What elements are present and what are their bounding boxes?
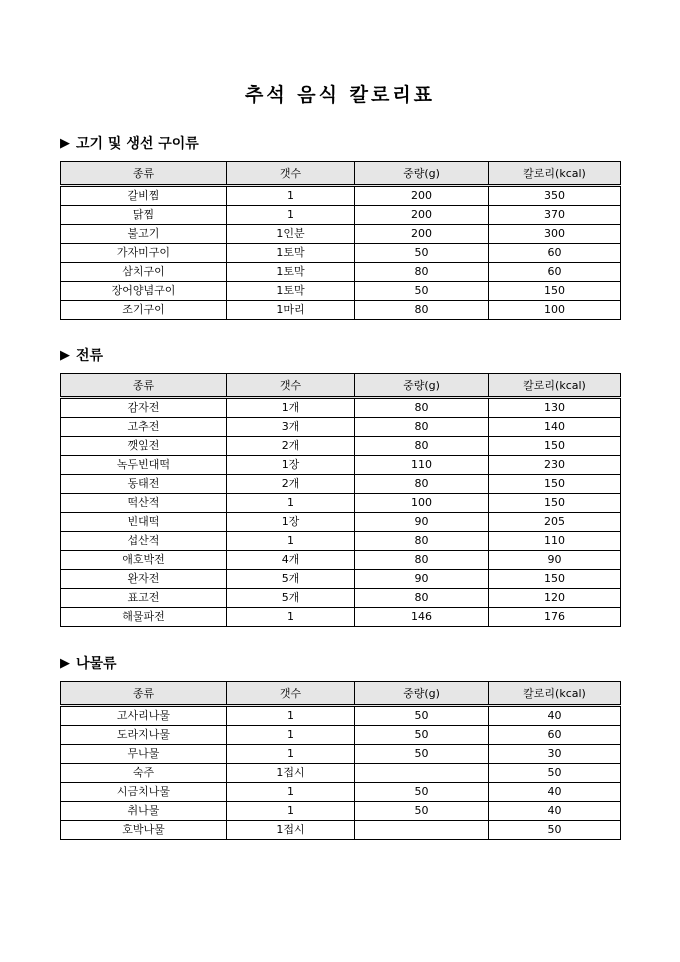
cell-calories: 370 [489, 206, 621, 225]
cell-calories: 150 [489, 570, 621, 589]
column-header-calories: 칼로리(kcal) [489, 374, 621, 398]
cell-calories: 176 [489, 608, 621, 627]
column-header-weight: 중량(g) [355, 682, 489, 706]
table-row [61, 282, 621, 301]
cell-count: 2개 [227, 475, 355, 494]
table-row [61, 418, 621, 437]
table-row [61, 263, 621, 282]
table-row [61, 589, 621, 608]
calorie-table [60, 373, 621, 627]
cell-food-type: 섭산적 [61, 532, 227, 551]
cell-food-type: 녹두빈대떡 [61, 456, 227, 475]
section-heading-label: 나물류 [76, 656, 117, 672]
cell-calories: 50 [489, 821, 621, 840]
table-row [61, 783, 621, 802]
cell-food-type: 빈대떡 [61, 513, 227, 532]
table-header-row [61, 374, 621, 398]
table-row [61, 513, 621, 532]
table-row [61, 570, 621, 589]
table-row [61, 437, 621, 456]
table-header-row [61, 162, 621, 186]
cell-count: 1 [227, 608, 355, 627]
cell-weight: 90 [355, 513, 489, 532]
table-row [61, 475, 621, 494]
cell-food-type: 삼치구이 [61, 263, 227, 282]
section-namul [60, 654, 620, 840]
triangle-right-icon: ▶ [60, 656, 70, 671]
cell-weight: 200 [355, 225, 489, 244]
cell-weight: 90 [355, 570, 489, 589]
cell-count: 1 [227, 494, 355, 513]
cell-count: 1 [227, 802, 355, 821]
cell-count: 1인분 [227, 225, 355, 244]
cell-weight: 80 [355, 437, 489, 456]
cell-weight: 80 [355, 398, 489, 418]
table-row [61, 186, 621, 206]
cell-food-type: 표고전 [61, 589, 227, 608]
cell-food-type: 취나물 [61, 802, 227, 821]
cell-weight: 50 [355, 726, 489, 745]
cell-count: 1토막 [227, 263, 355, 282]
calorie-table [60, 681, 621, 840]
cell-food-type: 장어양념구이 [61, 282, 227, 301]
table-row [61, 456, 621, 475]
table-row [61, 244, 621, 263]
cell-count: 1 [227, 706, 355, 726]
table-row [61, 764, 621, 783]
section-grilled-meat-fish [60, 134, 620, 320]
cell-food-type: 고추전 [61, 418, 227, 437]
cell-food-type: 해물파전 [61, 608, 227, 627]
cell-food-type: 깻잎전 [61, 437, 227, 456]
cell-food-type: 무나물 [61, 745, 227, 764]
cell-count: 1장 [227, 513, 355, 532]
section-heading [60, 134, 620, 154]
cell-count: 5개 [227, 589, 355, 608]
cell-weight: 80 [355, 475, 489, 494]
cell-calories: 300 [489, 225, 621, 244]
cell-weight: 80 [355, 551, 489, 570]
cell-calories: 60 [489, 244, 621, 263]
column-header-weight: 중량(g) [355, 162, 489, 186]
cell-calories: 50 [489, 764, 621, 783]
cell-food-type: 갈비찜 [61, 186, 227, 206]
cell-calories: 90 [489, 551, 621, 570]
table-row [61, 532, 621, 551]
table-row [61, 706, 621, 726]
section-heading [60, 346, 620, 366]
cell-count: 4개 [227, 551, 355, 570]
section-heading-label: 고기 및 생선 구이류 [76, 136, 199, 152]
table-row [61, 821, 621, 840]
cell-calories: 60 [489, 263, 621, 282]
cell-weight: 110 [355, 456, 489, 475]
cell-weight: 80 [355, 532, 489, 551]
column-header-count: 갯수 [227, 682, 355, 706]
cell-count: 1 [227, 745, 355, 764]
cell-food-type: 감자전 [61, 398, 227, 418]
column-header-weight: 중량(g) [355, 374, 489, 398]
cell-count: 1토막 [227, 244, 355, 263]
column-header-count: 갯수 [227, 162, 355, 186]
table-row [61, 301, 621, 320]
cell-food-type: 고사리나물 [61, 706, 227, 726]
cell-count: 1 [227, 532, 355, 551]
cell-weight: 100 [355, 494, 489, 513]
cell-food-type: 가자미구이 [61, 244, 227, 263]
triangle-right-icon: ▶ [60, 348, 70, 363]
column-header-type: 종류 [61, 682, 227, 706]
cell-weight: 80 [355, 418, 489, 437]
cell-weight: 50 [355, 745, 489, 764]
cell-food-type: 동태전 [61, 475, 227, 494]
cell-weight: 50 [355, 783, 489, 802]
cell-count: 1장 [227, 456, 355, 475]
table-row [61, 726, 621, 745]
column-header-calories: 칼로리(kcal) [489, 682, 621, 706]
cell-weight: 146 [355, 608, 489, 627]
cell-count: 2개 [227, 437, 355, 456]
cell-count: 1 [227, 206, 355, 225]
cell-count: 1토막 [227, 282, 355, 301]
table-row [61, 398, 621, 418]
cell-count: 1 [227, 186, 355, 206]
column-header-type: 종류 [61, 162, 227, 186]
table-row [61, 206, 621, 225]
cell-weight: 80 [355, 589, 489, 608]
cell-count: 5개 [227, 570, 355, 589]
cell-calories: 40 [489, 802, 621, 821]
cell-count: 1 [227, 783, 355, 802]
cell-count: 1개 [227, 398, 355, 418]
cell-calories: 150 [489, 282, 621, 301]
cell-food-type: 숙주 [61, 764, 227, 783]
cell-food-type: 시금치나물 [61, 783, 227, 802]
cell-weight: 50 [355, 282, 489, 301]
table-row [61, 802, 621, 821]
cell-calories: 350 [489, 186, 621, 206]
cell-calories: 140 [489, 418, 621, 437]
cell-weight [355, 764, 489, 783]
cell-calories: 230 [489, 456, 621, 475]
cell-count: 1 [227, 726, 355, 745]
column-header-calories: 칼로리(kcal) [489, 162, 621, 186]
cell-food-type: 호박나물 [61, 821, 227, 840]
cell-count: 3개 [227, 418, 355, 437]
cell-count: 1마리 [227, 301, 355, 320]
cell-weight: 80 [355, 301, 489, 320]
cell-weight: 50 [355, 706, 489, 726]
cell-calories: 130 [489, 398, 621, 418]
table-row [61, 225, 621, 244]
cell-calories: 205 [489, 513, 621, 532]
cell-count: 1접시 [227, 821, 355, 840]
cell-food-type: 도라지나물 [61, 726, 227, 745]
cell-weight: 200 [355, 186, 489, 206]
cell-calories: 150 [489, 437, 621, 456]
column-header-count: 갯수 [227, 374, 355, 398]
cell-calories: 40 [489, 783, 621, 802]
cell-calories: 150 [489, 494, 621, 513]
page-title: 추석 음식 칼로리표 [244, 84, 436, 106]
table-row [61, 551, 621, 570]
column-header-type: 종류 [61, 374, 227, 398]
cell-food-type: 애호박전 [61, 551, 227, 570]
section-pancakes [60, 346, 620, 627]
cell-weight [355, 821, 489, 840]
cell-food-type: 완자전 [61, 570, 227, 589]
triangle-right-icon: ▶ [60, 136, 70, 151]
cell-calories: 150 [489, 475, 621, 494]
section-heading [60, 654, 620, 674]
cell-food-type: 불고기 [61, 225, 227, 244]
table-row [61, 745, 621, 764]
cell-calories: 120 [489, 589, 621, 608]
cell-count: 1접시 [227, 764, 355, 783]
cell-food-type: 닭찜 [61, 206, 227, 225]
cell-weight: 200 [355, 206, 489, 225]
cell-calories: 60 [489, 726, 621, 745]
cell-weight: 50 [355, 802, 489, 821]
cell-calories: 30 [489, 745, 621, 764]
cell-calories: 40 [489, 706, 621, 726]
cell-calories: 100 [489, 301, 621, 320]
table-header-row [61, 682, 621, 706]
cell-weight: 80 [355, 263, 489, 282]
section-heading-label: 전류 [76, 348, 104, 364]
cell-food-type: 떡산적 [61, 494, 227, 513]
calorie-table [60, 161, 621, 320]
cell-calories: 110 [489, 532, 621, 551]
cell-weight: 50 [355, 244, 489, 263]
cell-food-type: 조기구이 [61, 301, 227, 320]
table-row [61, 608, 621, 627]
table-row [61, 494, 621, 513]
